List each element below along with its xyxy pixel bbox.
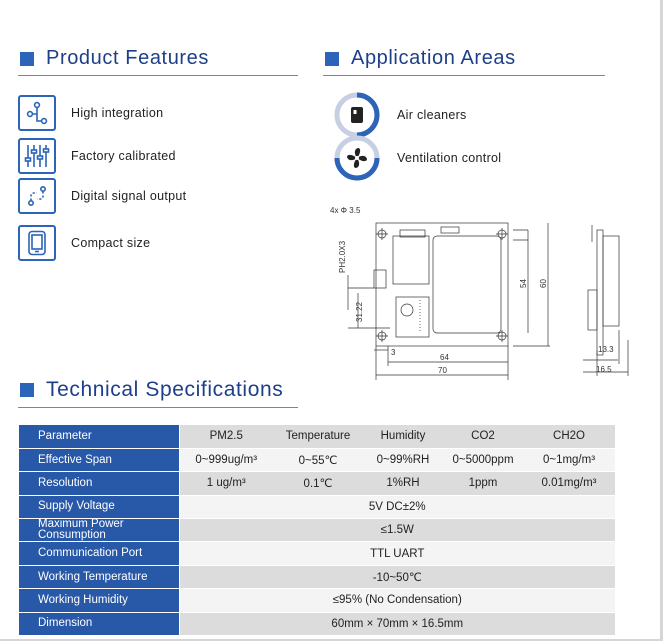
application-areas-heading: [325, 47, 516, 70]
feature-item: [18, 178, 186, 214]
table-cell: 1 ug/m³: [179, 472, 273, 495]
dim-54-label: 54: [519, 279, 528, 288]
heading-square-icon: [20, 52, 34, 66]
table-cell: TTL UART: [179, 542, 615, 565]
application-item: [334, 135, 501, 181]
table-cell: 60mm × 70mm × 16.5mm: [179, 612, 615, 635]
phone-icon: [18, 225, 56, 261]
feature-item: [18, 225, 150, 261]
row-label-cell: Dimension: [19, 612, 179, 635]
signal-output-icon: [18, 178, 56, 214]
specifications-table: [19, 425, 615, 636]
parameter-header-cell: Parameter: [19, 425, 179, 448]
feature-label: High integration: [71, 106, 164, 120]
applications-rule: [323, 75, 605, 76]
technical-specifications-heading: [20, 378, 283, 402]
hole-note-label: 4x Φ 3.5: [330, 206, 361, 215]
row-label-cell: Resolution: [19, 472, 179, 495]
row-label-cell: Working Temperature: [19, 565, 179, 588]
table-row: [19, 612, 615, 635]
specs-rule: [18, 407, 298, 408]
table-cell: 1%RH: [363, 472, 443, 495]
dim-64-label: 64: [440, 353, 449, 362]
table-cell: 0.1℃: [273, 472, 363, 495]
dim-31-22-label: 31.22: [355, 301, 364, 322]
dim-60-label: 60: [539, 279, 548, 288]
table-cell: 5V DC±2%: [179, 495, 615, 518]
table-cell: 0~1mg/m³: [523, 448, 615, 471]
column-header-cell: PM2.5: [179, 425, 273, 448]
features-rule: [18, 75, 298, 76]
dim-3-label: 3: [391, 348, 396, 357]
table-header-row: [19, 425, 615, 448]
table-cell: 0.01mg/m³: [523, 472, 615, 495]
feature-label: Digital signal output: [71, 189, 187, 203]
application-item: [334, 92, 467, 138]
table-cell: 0~99%RH: [363, 448, 443, 471]
dimension-drawing: [328, 200, 658, 380]
table-cell: 1ppm: [443, 472, 523, 495]
dim-70-label: 70: [438, 366, 447, 375]
air-cleaner-icon: [334, 92, 380, 138]
table-cell: 0~5000ppm: [443, 448, 523, 471]
table-cell: 0~999ug/m³: [179, 448, 273, 471]
column-header-cell: CH2O: [523, 425, 615, 448]
feature-label: Compact size: [71, 236, 151, 250]
table-row: [19, 495, 615, 518]
row-label-cell: Effective Span: [19, 448, 179, 471]
table-row: [19, 565, 615, 588]
heading-square-icon: [20, 383, 34, 397]
dim-13-3-label: 13.3: [598, 345, 614, 354]
table-cell: ≤1.5W: [179, 519, 615, 542]
heading-square-icon: [325, 52, 339, 66]
application-label: Ventilation control: [397, 151, 502, 165]
integration-icon: [18, 95, 56, 131]
table-row: [19, 472, 615, 495]
row-label-cell: Maximum Power Consumption: [19, 519, 179, 542]
sliders-icon: [18, 138, 56, 174]
row-label-cell: Working Humidity: [19, 589, 179, 612]
table-cell: ≤95% (No Condensation): [179, 589, 615, 612]
column-header-cell: CO2: [443, 425, 523, 448]
technical-specifications-title: Technical Specifications: [46, 378, 284, 401]
application-areas-title: Application Areas: [351, 47, 516, 69]
dim-16-5-label: 16.5: [596, 365, 612, 374]
product-features-title: Product Features: [46, 47, 210, 69]
row-label-cell: Supply Voltage: [19, 495, 179, 518]
fan-icon: [334, 135, 380, 181]
table-row: [19, 519, 615, 542]
table-row: [19, 589, 615, 612]
feature-label: Factory calibrated: [71, 149, 176, 163]
column-header-cell: Temperature: [273, 425, 363, 448]
table-cell: 0~55℃: [273, 448, 363, 471]
table-row: [19, 542, 615, 565]
feature-item: [18, 95, 163, 131]
row-label-cell: Communication Port: [19, 542, 179, 565]
connector-note-label: PH2.0X3: [338, 240, 347, 273]
product-features-heading: [20, 47, 209, 70]
table-row: [19, 448, 615, 471]
feature-item: [18, 138, 176, 174]
table-cell: -10~50℃: [179, 565, 615, 588]
application-label: Air cleaners: [397, 108, 467, 122]
column-header-cell: Humidity: [363, 425, 443, 448]
